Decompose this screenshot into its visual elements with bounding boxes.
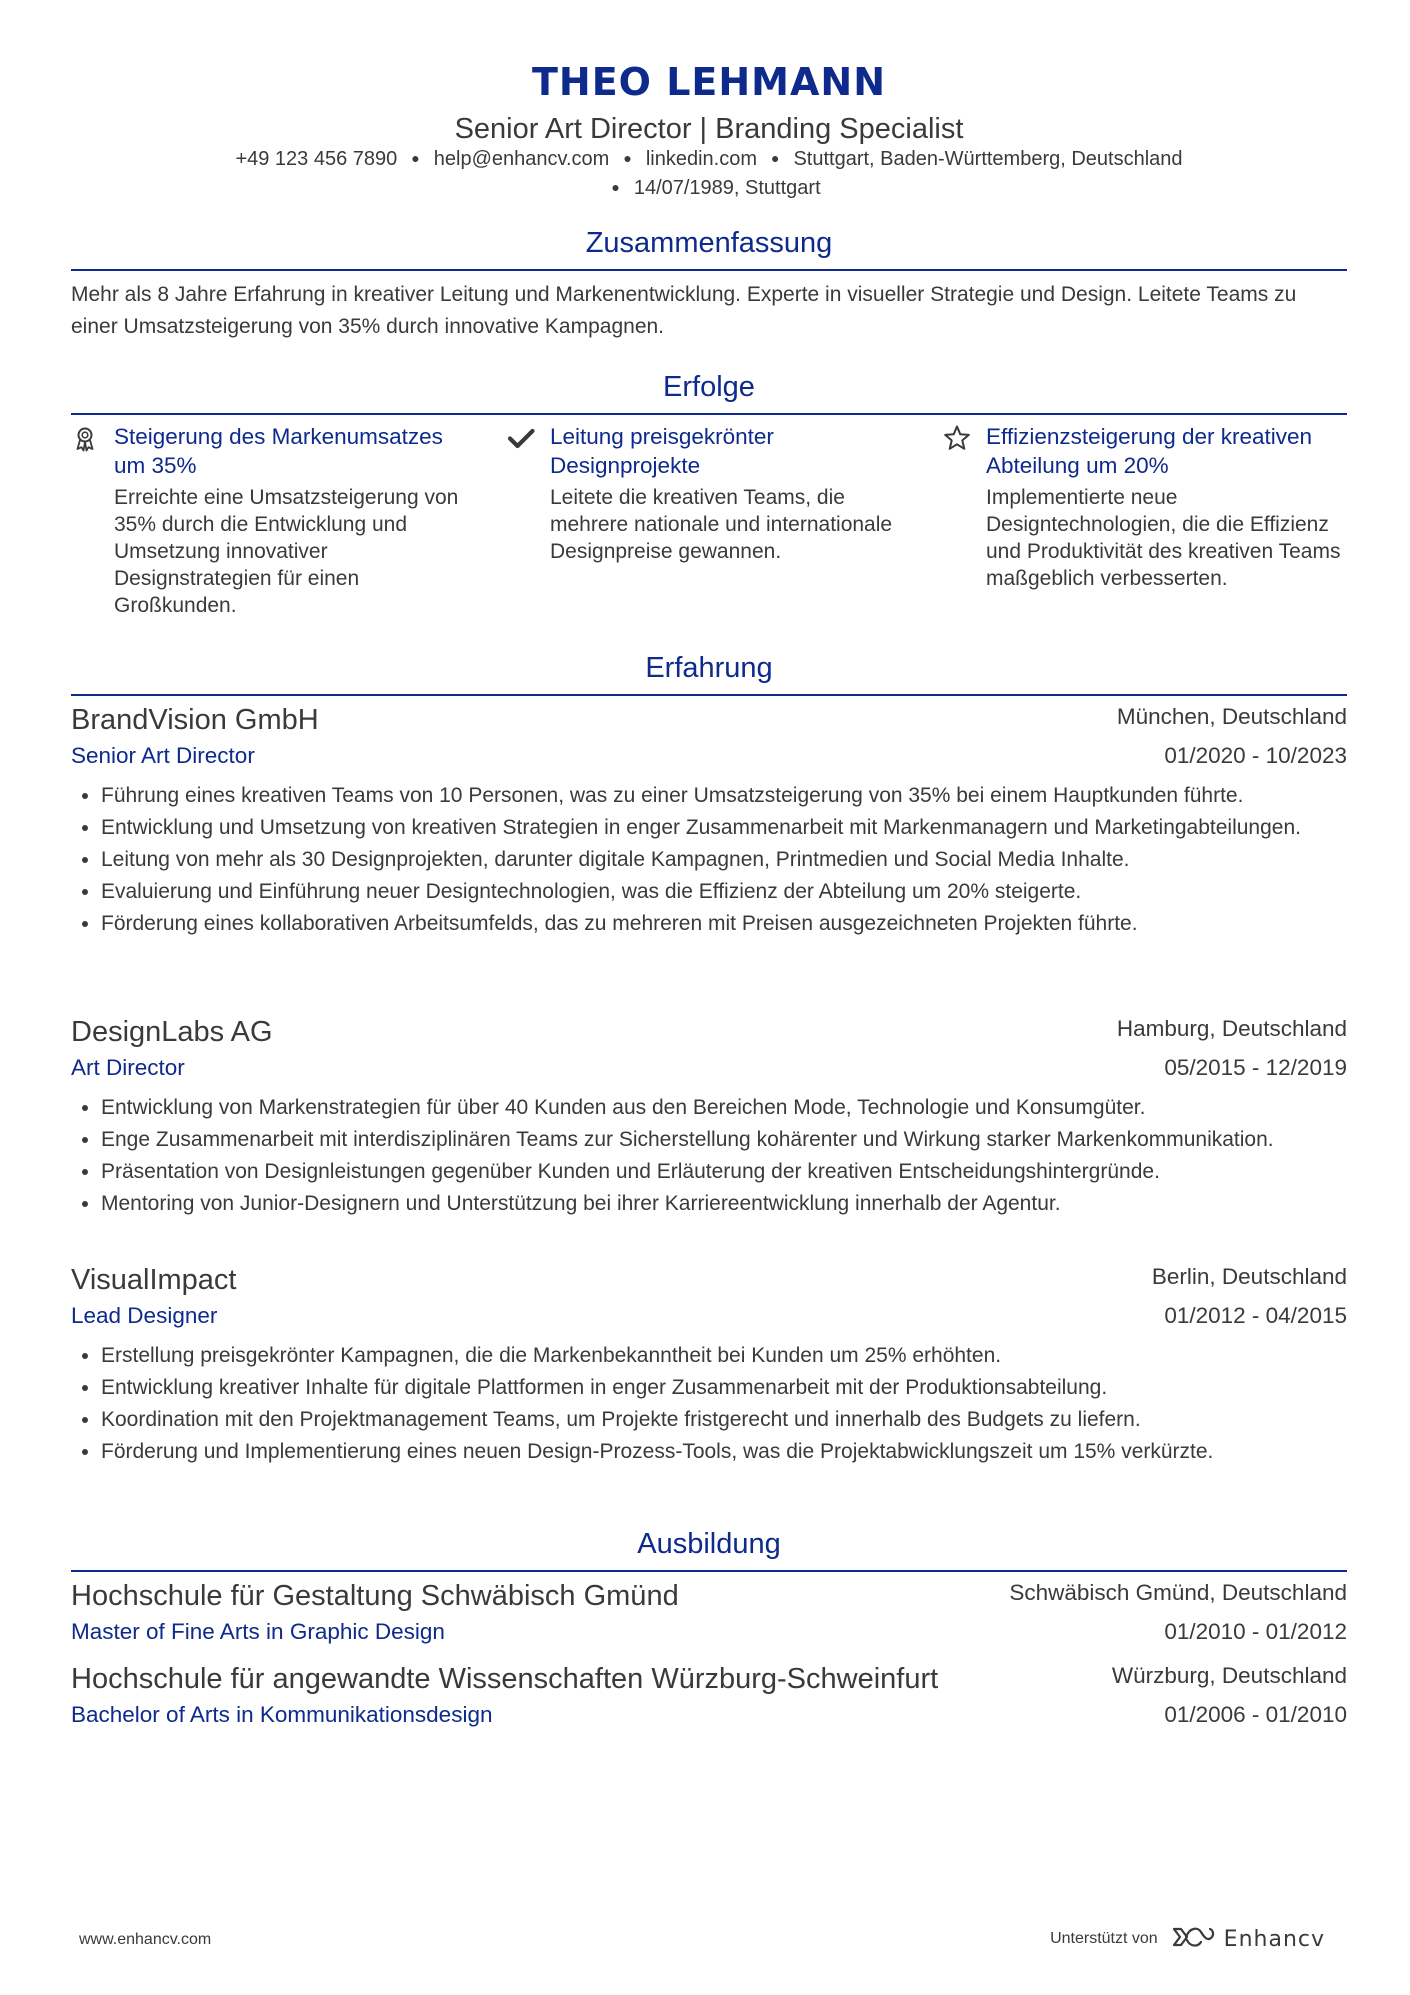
job-role: Lead Designer xyxy=(71,1303,218,1328)
degree: Master of Fine Arts in Graphic Design xyxy=(71,1619,445,1644)
linkedin[interactable]: linkedin.com xyxy=(645,148,757,170)
list-item: Entwicklung von Markenstrategien für über 40 Kunden aus den Bereichen Mode, Technologie und Konsumgüter. xyxy=(71,1092,1347,1124)
list-item: Entwicklung kreativer Inhalte für digitale Plattformen in enger Zusammenarbeit mit der Produktionsabteilung. xyxy=(71,1372,1347,1404)
achievement-title: Effizienzsteigerung der kreativen Abteilung um 20% xyxy=(986,424,1313,478)
list-item: Enge Zusammenarbeit mit interdisziplinären Teams zur Sicherstellung kohärenter und Wirkung starker Markenkommunikation. xyxy=(71,1124,1347,1156)
list-item: Führung eines kreativen Teams von 10 Personen, was zu einer Umsatzsteigerung von 35% bei einem Hauptkunden führte. xyxy=(71,780,1347,812)
achievement-item xyxy=(943,422,1343,592)
job-company: DesignLabs AG xyxy=(71,1016,273,1048)
section-divider xyxy=(71,413,1347,415)
location: Stuttgart, Baden-Württemberg, Deutschland xyxy=(793,148,1183,170)
list-item: Entwicklung und Umsetzung von kreativen Strategien in enger Zusammenarbeit mit Markenmanagern und Marketingabteilungen. xyxy=(71,812,1347,844)
school-name: Hochschule für Gestaltung Schwäbisch Gmünd xyxy=(71,1580,679,1612)
list-item: Förderung und Implementierung eines neuen Design-Prozess-Tools, was die Projektabwicklungszeit um 15% verkürzte. xyxy=(71,1436,1347,1468)
checkmark-icon xyxy=(507,424,535,452)
job-dates: 01/2020 - 10/2023 xyxy=(1164,743,1347,768)
list-item: Förderung eines kollaborativen Arbeitsumfelds, das zu mehreren mit Preisen ausgezeichneten Projekten führte. xyxy=(71,908,1347,940)
section-title-education: Ausbildung xyxy=(637,1528,781,1560)
enhancv-logo-icon xyxy=(1170,1924,1216,1955)
job-location: Berlin, Deutschland xyxy=(1151,1264,1347,1289)
job-company: BrandVision GmbH xyxy=(71,704,319,736)
contact-line xyxy=(71,148,1347,171)
list-item: Erstellung preisgekrönter Kampagnen, die die Markenbekanntheit bei Kunden um 25% erhöhten. xyxy=(71,1340,1347,1372)
separator-dot: ● xyxy=(770,150,780,166)
summary-text: Mehr als 8 Jahre Erfahrung in kreativer Leitung und Markenentwicklung. Experte in visueller Strategie und Design. Leitete Teams zu einer Umsatzsteigerung von 35% durch innovative Kampagnen. xyxy=(71,283,1297,338)
job-location: München, Deutschland xyxy=(1116,704,1347,729)
footer-branding xyxy=(1050,1924,1325,1954)
school-location: Würzburg, Deutschland xyxy=(1111,1663,1347,1688)
birth-line xyxy=(71,177,1347,200)
job-bullets xyxy=(71,780,1347,940)
achievement-description: Leitete die kreativen Teams, die mehrere nationale und internationale Designpreise gewannen. xyxy=(550,486,893,563)
achievement-title: Leitung preisgekrönter Designprojekte xyxy=(550,424,774,478)
achievement-description: Implementierte neue Designtechnologien, die die Effizienz und Produktivität des kreativen Teams maßgeblich verbesserten. xyxy=(986,486,1341,590)
star-icon xyxy=(943,424,971,452)
section-divider xyxy=(71,1570,1347,1572)
candidate-name: THEO LEHMANN xyxy=(531,60,887,104)
list-item: Präsentation von Designleistungen gegenüber Kunden und Erläuterung der kreativen Entscheidungshintergründe. xyxy=(71,1156,1347,1188)
list-item: Mentoring von Junior-Designern und Unterstützung bei ihrer Karriereentwicklung innerhalb der Agentur. xyxy=(71,1188,1347,1220)
achievement-title: Steigerung des Markenumsatzes um 35% xyxy=(114,424,443,478)
section-divider xyxy=(71,694,1347,696)
achievement-item xyxy=(507,422,907,565)
award-icon xyxy=(71,424,99,452)
job-role: Senior Art Director xyxy=(71,743,255,768)
brand-name: Enhancv xyxy=(1223,1926,1325,1952)
candidate-title: Senior Art Director | Branding Specialist xyxy=(454,113,964,145)
education-dates: 01/2006 - 01/2010 xyxy=(1164,1702,1347,1727)
list-item: Evaluierung und Einführung neuer Designtechnologien, was die Effizienz der Abteilung um 20% steigerte. xyxy=(71,876,1347,908)
footer-website[interactable]: www.enhancv.com xyxy=(79,1931,212,1948)
separator-dot: ● xyxy=(411,150,420,166)
separator-dot: ● xyxy=(611,179,620,195)
job-location: Hamburg, Deutschland xyxy=(1116,1016,1347,1041)
job-dates: 05/2015 - 12/2019 xyxy=(1164,1055,1347,1080)
job-company: VisualImpact xyxy=(71,1264,237,1296)
phone: +49 123 456 7890 xyxy=(235,148,398,170)
section-title-summary: Zusammenfassung xyxy=(585,227,833,259)
email[interactable]: help@enhancv.com xyxy=(433,148,610,170)
birth-date: 14/07/1989, Stuttgart xyxy=(633,177,821,199)
section-divider xyxy=(71,269,1347,271)
job-bullets xyxy=(71,1092,1347,1220)
achievement-item xyxy=(71,422,471,619)
school-name: Hochschule für angewandte Wissenschaften Würzburg-Schweinfurt xyxy=(71,1663,939,1695)
list-item: Leitung von mehr als 30 Designprojekten, darunter digitale Kampagnen, Printmedien und Social Media Inhalte. xyxy=(71,844,1347,876)
section-title-experience: Erfahrung xyxy=(645,652,773,684)
education-dates: 01/2010 - 01/2012 xyxy=(1164,1619,1347,1644)
powered-by-label: Unterstützt von xyxy=(1050,1930,1158,1947)
section-title-achievements: Erfolge xyxy=(663,371,755,403)
job-role: Art Director xyxy=(71,1055,185,1080)
degree: Bachelor of Arts in Kommunikationsdesign xyxy=(71,1702,493,1727)
school-location: Schwäbisch Gmünd, Deutschland xyxy=(1009,1580,1347,1605)
job-dates: 01/2012 - 04/2015 xyxy=(1164,1303,1347,1328)
list-item: Koordination mit den Projektmanagement Teams, um Projekte fristgerecht und innerhalb des Budgets zu liefern. xyxy=(71,1404,1347,1436)
achievement-description: Erreichte eine Umsatzsteigerung von 35% durch die Entwicklung und Umsetzung innovativer Designstrategien für einen Großkunden. xyxy=(114,486,459,617)
separator-dot: ● xyxy=(623,150,632,166)
job-bullets xyxy=(71,1340,1347,1468)
